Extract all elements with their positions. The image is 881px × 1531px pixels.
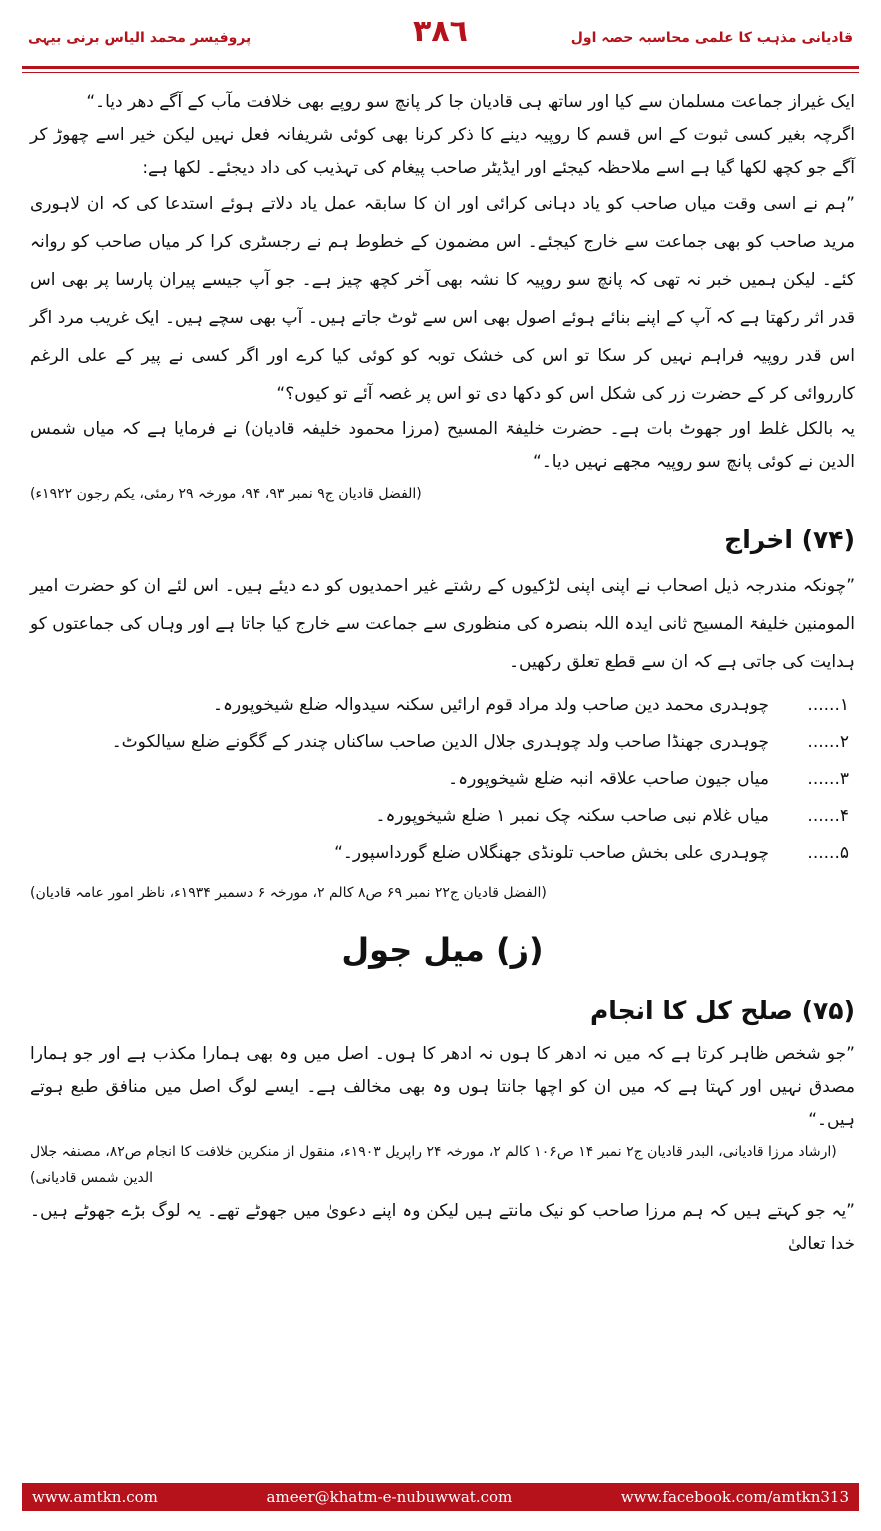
quote-sulh-kul: ”جو شخص ظاہر کرتا ہے کہ میں نہ ادھر کا ہوں نہ ادھر کا ہوں۔ اصل میں وہ بھی ہمارا مکذب ہے اور جو ہمارا مصدق نہیں اور کہتا ہے کہ میں ان کو اچھا جانتا ہوں وہ بھی مخالف ہے۔ ایسے لوگ اصل میں منافق طبع ہوتے ہیں۔“ xyxy=(30,1044,855,1130)
list-text: میاں غلام نبی صاحب سکنہ چک نمبر ۱ ضلع شیخوپورہ۔ xyxy=(375,806,769,826)
expelled-list xyxy=(30,687,855,872)
book-title: قادیانی مذہب کا علمی محاسبہ حصہ اول xyxy=(570,30,853,46)
page-header xyxy=(22,14,859,62)
author-name: پروفیسر محمد الیاس برنی بیہی xyxy=(28,30,252,46)
list-number: ۴...... xyxy=(807,806,849,826)
header-divider xyxy=(22,66,859,69)
list-text: چوہدری علی بخش صاحب تلونڈی جھنگلاں ضلع گورداسپور۔“ xyxy=(334,843,769,863)
paragraph-intro-1: ایک غیراز جماعت مسلمان سے کیا اور ساتھ ہی قادیان جا کر پانچ سو روپے بھی خلافت مآب کے آگے دھر دیا۔“ xyxy=(86,92,855,112)
paragraph-rebuttal: یہ بالکل غلط اور جھوٹ بات ہے۔ حضرت خلیفۃ المسیح (مرزا محمود خلیفہ قادیان) نے فرمایا ہے کہ میاں شمس الدین نے کوئی پانچ سو روپیہ مجھے نہیں دیا۔“ xyxy=(30,419,855,472)
list-item xyxy=(30,761,855,798)
list-number: ۵...... xyxy=(807,843,849,863)
quote-expulsion: ”چونکہ مندرجہ ذیل اصحاب نے اپنی اپنی لڑکیوں کے رشتے غیر احمدیوں کو دے دیئے ہیں۔ اس لئے ان کو حضرت امیر المومنین خلیفۃ المسیح ثانی ایدہ اللہ بنصرہ کی منظوری سے جماعت سے خارج کیا جاتا ہے اور وہاں کی جماعتوں کو ہدایت کی جاتی ہے کہ ان سے قطع تعلق رکھیں۔ xyxy=(30,576,855,672)
section-74-title: (۷۴) اخراج xyxy=(724,525,855,554)
website-link[interactable]: www.amtkn.com xyxy=(32,1488,158,1506)
list-text: میاں جیون صاحب علاقہ انبہ ضلع شیخوپورہ۔ xyxy=(448,769,769,789)
facebook-link[interactable]: www.facebook.com/amtkn313 xyxy=(620,1488,849,1506)
list-item xyxy=(30,724,855,761)
list-text: چوہدری جھنڈا صاحب ولد چوہدری جلال الدین صاحب ساکناں چندر کے گگونے ضلع سیالکوٹ۔ xyxy=(111,732,769,752)
section-75-title: (۷۵) صلح کل کا انجام xyxy=(589,996,855,1025)
page-number: ٣٨٦ xyxy=(413,14,468,49)
page-footer xyxy=(22,1483,859,1511)
list-item xyxy=(30,687,855,724)
email-link[interactable]: ameer@khatm-e-nubuwwat.com xyxy=(266,1488,513,1506)
reference-albadr-1903: (ارشاد مرزا قادیانی، البدر قادیان ج۲ نمبر ۱۴ ص۱۰۶ کالم ۲، مورخہ ۲۴ راپریل ۱۹۰۳ء، منقول از منکرین خلافت کا انجام ص۸۲، مصنفہ جلال الدین شمس قادیانی) xyxy=(30,1144,837,1186)
list-text: چوہدری محمد دین صاحب ولد مراد قوم ارائیں سکنہ سیدوالہ ضلع شیخوپورہ۔ xyxy=(213,695,769,715)
quote-paigham: ”ہم نے اسی وقت میاں صاحب کو یاد دہانی کرائی اور ان کا سابقہ عمل یاد دلاتے ہوئے استدعا کی کہ ان لاہوری مرید صاحب کو بھی جماعت سے خارج کیجئے۔ اس مضمون کے خطوط ہم نے رجسٹری کرا کر میاں صاحب کو روانہ کئے۔ لیکن ہمیں خبر نہ تھی کہ پانچ سو روپیہ کا نشہ بھی آخر کچھ چیز ہے۔ جو آپ جیسے پیران پارسا پر بھی اس قدر اثر رکھتا ہے کہ آپ کے اپنے بنائے ہوئے اصول بھی اس سے ٹوٹ جاتے ہیں۔ آپ بھی سچے ہیں۔ ایک غریب مرد اگر اس قدر روپیہ فراہم نہیں کر سکا تو اس کی خشک توبہ کو کوئی کیا کرے اور اگر کسی نے پیر کے علی الرغم کارروائی کر کے حضرت زر کی شکل اس کو دکھا دی تو اس پر غصہ آئے تو کیوں؟“ xyxy=(30,194,855,404)
list-number: ۱...... xyxy=(807,695,849,715)
header-divider-thin xyxy=(22,72,859,73)
list-item xyxy=(30,798,855,835)
list-item xyxy=(30,835,855,872)
reference-alfazl-1934: (الفضل قادیان ج۲۲ نمبر ۶۹ ص۸ کالم ۲، مورخہ ۶ دسمبر ۱۹۳۴ء، ناظر امور عامہ قادیان) xyxy=(30,885,547,901)
reference-alfazl-1922: (الفضل قادیان ج۹ نمبر ۹۳، ۹۴، مورخہ ۲۹ رمئی، یکم رجون ۱۹۲۲ء) xyxy=(30,486,422,502)
page-body xyxy=(30,86,855,1261)
paragraph-intro-2: اگرچہ بغیر کسی ثبوت کے اس قسم کا روپیہ دینے کا ذکر کرنا بھی کوئی شریفانہ فعل نہیں لیکن خیر اسے چھوڑ کر آگے جو کچھ لکھا گیا ہے اسے ملاحظہ کیجئے اور ایڈیٹر صاحب پیغام کی تہذیب کی داد دیجئے۔ لکھا ہے: xyxy=(30,125,855,178)
section-z-title: (ز) میل جول xyxy=(341,931,544,969)
list-number: ۲...... xyxy=(807,732,849,752)
paragraph-last: ”یہ جو کہتے ہیں کہ ہم مرزا صاحب کو نیک مانتے ہیں لیکن وہ اپنے دعویٰ میں جھوٹے تھے۔ یہ لوگ بڑے جھوٹے ہیں۔ خدا تعالیٰ xyxy=(30,1201,855,1254)
list-number: ۳...... xyxy=(807,769,849,789)
